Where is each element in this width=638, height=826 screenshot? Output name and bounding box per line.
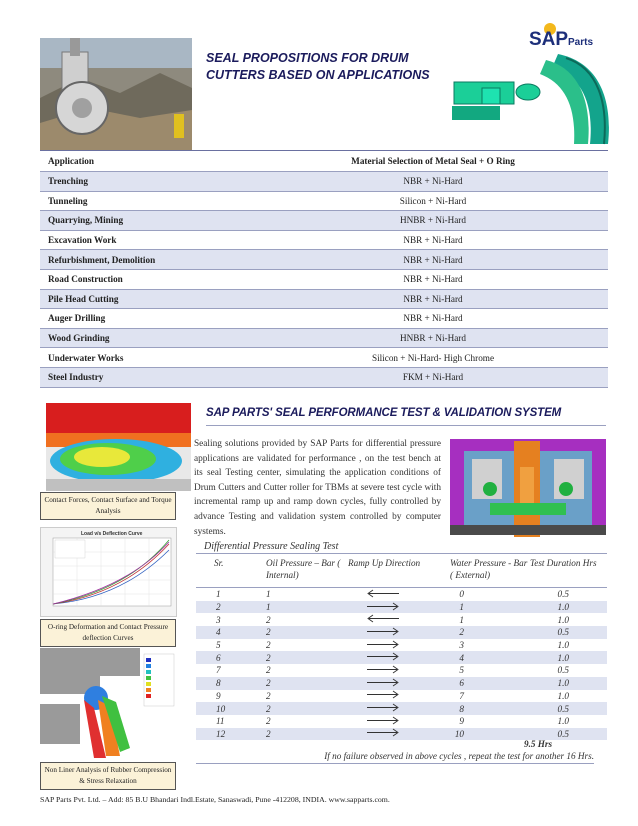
- material-cell: NBR + Ni-Hard: [258, 250, 608, 270]
- ramp-direction-cell: [348, 677, 450, 690]
- oil-pressure-cell: 2: [266, 626, 348, 639]
- table-row: [40, 191, 608, 211]
- ramp-direction-cell: [348, 702, 450, 715]
- section-title-seal-propositions: SEAL PROPOSITIONS FOR DRUM CUTTERS BASED ON APPLICATIONS: [206, 51, 430, 82]
- oil-pressure-cell: 2: [266, 702, 348, 715]
- table-row: [196, 677, 607, 690]
- application-cell: Underwater Works: [40, 348, 258, 368]
- oil-pressure-cell: 2: [266, 665, 271, 676]
- water-pressure-cell: 3: [459, 640, 464, 651]
- application-cell: Trenching: [40, 172, 258, 192]
- application-cell: Wood Grinding: [40, 328, 258, 348]
- duration-cell: 0.5: [530, 626, 607, 639]
- application-cell: Pile Head Cutting: [40, 289, 258, 309]
- arrow-right-icon: [366, 704, 400, 714]
- arrow-right-icon: [366, 641, 400, 651]
- water-pressure-cell: 4: [450, 651, 530, 664]
- oil-pressure-cell: 2: [266, 677, 348, 690]
- water-pressure-cell: 10: [450, 728, 530, 741]
- application-cell: Tunneling: [40, 191, 258, 211]
- sr-cell: 9: [216, 690, 221, 701]
- test-description-paragraph: Sealing solutions provided by SAP Parts for differential pressure applications are validated for performance , on the test bench at its seal Testing center, simulating the application conditions of Drum Cutters and Cutter roller for TBMs at severe test cycle with incremental ramp up and ramp down cycles, fully controlled by advance Testing and validation system controlled by computer systems.: [194, 439, 441, 537]
- duration-cell: 1.0: [557, 690, 569, 701]
- ramp-direction-cell: [348, 715, 450, 728]
- fea-rubber-compression-image: [40, 648, 180, 758]
- table-row: [40, 328, 608, 348]
- oil-pressure-cell: 2: [266, 651, 348, 664]
- material-cell: FKM + Ni-Hard: [258, 367, 608, 387]
- logo-text-main: SAP: [529, 29, 569, 50]
- header-test-duration: Test Duration Hrs: [530, 554, 607, 588]
- material-cell: NBR + Ni-Hard: [258, 230, 608, 250]
- application-cell: Steel Industry: [40, 367, 258, 387]
- sr-cell: 10: [196, 702, 266, 715]
- table-row: [40, 250, 608, 270]
- arrow-right-icon: [366, 666, 400, 676]
- table-row: [40, 269, 608, 289]
- ramp-direction-cell: [348, 664, 450, 677]
- duration-cell: 1.0: [530, 651, 607, 664]
- material-cell: NBR + Ni-Hard: [258, 269, 608, 289]
- arrow-right-icon: [366, 653, 400, 663]
- ramp-direction-cell: [348, 613, 450, 626]
- water-pressure-cell: 0: [459, 589, 464, 600]
- oil-pressure-cell: 2: [266, 716, 271, 727]
- ramp-direction-cell: [348, 601, 450, 614]
- ramp-direction-cell: [348, 690, 450, 703]
- ramp-direction-cell: [348, 728, 450, 741]
- oil-pressure-cell: 2: [266, 728, 348, 741]
- table-row: [196, 664, 607, 677]
- ramp-direction-cell: [348, 639, 450, 652]
- arrow-right-icon: [366, 603, 400, 613]
- application-cell: Quarrying, Mining: [40, 211, 258, 231]
- duration-cell: 1.0: [557, 716, 569, 727]
- section-divider: [206, 425, 606, 426]
- repeat-test-note: If no failure observed in above cycles , repeat the test for another 16 Hrs.: [196, 750, 594, 764]
- section-title-test-validation: SAP PARTS' SEAL PERFORMANCE TEST & VALIDATION SYSTEM: [206, 407, 562, 419]
- water-pressure-cell: 8: [450, 702, 530, 715]
- table-row: [196, 626, 607, 639]
- sr-cell: 1: [216, 589, 221, 600]
- table-row: [40, 230, 608, 250]
- header-oil-pressure: Oil Pressure – Bar ( Internal): [266, 554, 348, 588]
- duration-cell: 1.0: [557, 640, 569, 651]
- table-row: [40, 211, 608, 231]
- arrow-left-icon: [366, 615, 400, 625]
- table-row: [40, 348, 608, 368]
- test-bench-render-image: [450, 437, 606, 537]
- arrow-right-icon: [366, 729, 400, 739]
- load-deflection-chart: [40, 527, 177, 617]
- logo-text-sub: Parts: [568, 37, 594, 48]
- arrow-right-icon: [366, 717, 400, 727]
- material-cell: NBR + Ni-Hard: [258, 309, 608, 329]
- material-cell: Silicon + Ni-Hard- High Chrome: [258, 348, 608, 368]
- header-application: Application: [40, 151, 258, 172]
- water-pressure-cell: 9: [459, 716, 464, 727]
- sr-cell: 12: [196, 728, 266, 741]
- sr-cell: 6: [196, 651, 266, 664]
- table-row: [196, 588, 607, 601]
- table-row: [196, 639, 607, 652]
- ramp-direction-cell: [348, 626, 450, 639]
- arrow-right-icon: [366, 628, 400, 638]
- material-cell: NBR + Ni-Hard: [258, 172, 608, 192]
- material-cell: Silicon + Ni-Hard: [258, 191, 608, 211]
- table-row: [196, 690, 607, 703]
- water-pressure-cell: 1: [459, 614, 464, 625]
- table-row: [40, 309, 608, 329]
- header-ramp-direction: Ramp Up Direction: [348, 554, 450, 588]
- application-material-table: [40, 150, 608, 388]
- drum-cutter-photo: [40, 38, 192, 150]
- oil-pressure-cell: 1: [266, 601, 348, 614]
- pressure-table-header: [196, 554, 607, 588]
- ramp-direction-cell: [348, 588, 450, 601]
- material-cell: HNBR + Ni-Hard: [258, 211, 608, 231]
- duration-cell: 1.0: [530, 677, 607, 690]
- table-row: [196, 651, 607, 664]
- fea1-caption: Contact Forces, Contact Surface and Torque Analysis: [40, 492, 176, 520]
- material-cell: HNBR + Ni-Hard: [258, 328, 608, 348]
- table-header-row: [40, 151, 608, 172]
- oil-pressure-cell: 2: [266, 640, 271, 651]
- table-row: [40, 172, 608, 192]
- fea3-caption: Non Liner Analysis of Rubber Compression & Stress Relaxation: [40, 762, 176, 790]
- sr-cell: 2: [196, 601, 266, 614]
- water-pressure-cell: 7: [459, 690, 464, 701]
- arrow-right-icon: [366, 691, 400, 701]
- application-cell: Road Construction: [40, 269, 258, 289]
- sr-cell: 3: [216, 614, 221, 625]
- table-row: [196, 715, 607, 728]
- application-cell: Auger Drilling: [40, 309, 258, 329]
- header-sr: Sr.: [196, 554, 266, 588]
- sr-cell: 5: [216, 640, 221, 651]
- sr-cell: 7: [216, 665, 221, 676]
- header-water-pressure: Water Pressure - Bar ( External): [450, 554, 530, 588]
- differential-pressure-table: [196, 553, 607, 740]
- table-row: [40, 289, 608, 309]
- table-row: [196, 601, 607, 614]
- header-material: Material Selection of Metal Seal + O Ring: [258, 151, 608, 172]
- sr-cell: 4: [196, 626, 266, 639]
- ramp-direction-cell: [348, 651, 450, 664]
- duration-cell: 0.5: [557, 589, 569, 600]
- water-pressure-cell: 2: [450, 626, 530, 639]
- oil-pressure-cell: 2: [266, 690, 271, 701]
- company-logo: [528, 22, 594, 50]
- water-pressure-cell: 1: [450, 601, 530, 614]
- seal-render-image: [448, 48, 613, 148]
- fea-contact-force-image: [46, 403, 191, 491]
- water-pressure-cell: 5: [459, 665, 464, 676]
- material-cell: NBR + Ni-Hard: [258, 289, 608, 309]
- duration-cell: 1.0: [530, 601, 607, 614]
- oil-pressure-cell: 1: [266, 589, 271, 600]
- application-cell: Excavation Work: [40, 230, 258, 250]
- table-row: [196, 702, 607, 715]
- chart-title: Load v/s Deflection Curve: [81, 531, 143, 537]
- oil-pressure-cell: 2: [266, 614, 271, 625]
- footer-address: SAP Parts Pvt. Ltd. – Add: 85 B.U Bhandari Indl.Estate, Sanaswadi, Pune -412208, INDIA. www.sapparts.com.: [40, 795, 390, 804]
- duration-cell: 0.5: [530, 728, 607, 741]
- water-pressure-cell: 6: [450, 677, 530, 690]
- sr-cell: 8: [196, 677, 266, 690]
- table-row: [196, 613, 607, 626]
- fea2-caption: O-ring Deformation and Contact Pressure deflection Curves: [40, 619, 176, 647]
- pressure-table-title: Differential Pressure Sealing Test: [204, 541, 339, 552]
- sr-cell: 11: [216, 716, 225, 727]
- table-row: [40, 367, 608, 387]
- arrow-left-icon: [366, 590, 400, 600]
- duration-cell: 0.5: [530, 702, 607, 715]
- total-duration: 9.5 Hrs: [524, 739, 553, 749]
- arrow-right-icon: [366, 679, 400, 689]
- duration-cell: 0.5: [557, 665, 569, 676]
- duration-cell: 1.0: [557, 614, 569, 625]
- application-cell: Refurbishment, Demolition: [40, 250, 258, 270]
